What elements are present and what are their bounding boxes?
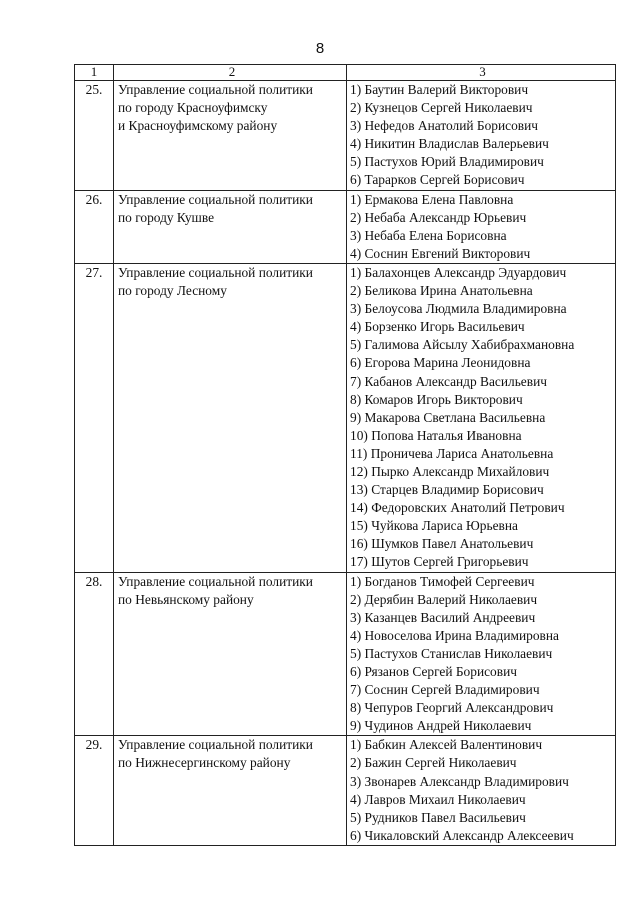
person-name: 2) Небаба Александр Юрьевич xyxy=(350,209,527,225)
organization-line: и Красноуфимскому району xyxy=(118,118,278,134)
person-name: 4) Новоселова Ирина Владимировна xyxy=(350,627,559,643)
person-name: 6) Рязанов Сергей Борисович xyxy=(350,664,517,679)
organization-line: Управление социальной политики xyxy=(118,737,313,753)
person-name: 7) Соснин Сергей Владимирович xyxy=(350,682,540,698)
person-name: 4) Борзенко Игорь Васильевич xyxy=(350,319,525,335)
person-name: 11) Проничева Лариса Анатольевна xyxy=(350,445,554,461)
person-name: 17) Шутов Сергей Григорьевич xyxy=(350,554,529,570)
row-number: 27. xyxy=(75,263,114,572)
person-name: 3) Звонарев Александр Владимирович xyxy=(350,773,569,789)
table-body xyxy=(75,65,616,846)
people-cell xyxy=(347,572,616,736)
person-name: 2) Кузнецов Сергей Николаевич xyxy=(350,100,533,116)
officials-table xyxy=(74,64,616,846)
organization-line: по городу Красноуфимску xyxy=(118,100,268,116)
person-name: 13) Старцев Владимир Борисович xyxy=(350,482,544,498)
people-cell xyxy=(347,81,616,191)
organization-cell xyxy=(114,263,347,572)
organization-line: Управление социальной политики xyxy=(118,264,313,280)
person-name: 6) Егорова Марина Леонидовна xyxy=(350,355,531,371)
organization-line: Управление социальной политики xyxy=(118,191,313,207)
row-number: 29. xyxy=(75,736,114,846)
organization-cell xyxy=(114,81,347,191)
person-name: 5) Рудников Павел Васильевич xyxy=(350,809,526,825)
person-name: 5) Галимова Айсылу Хабибрахмановна xyxy=(350,337,575,353)
person-name: 6) Чикаловский Александр Алексеевич xyxy=(350,827,574,843)
people-cell xyxy=(347,190,616,263)
person-name: 7) Кабанов Александр Васильевич xyxy=(350,373,547,389)
person-name: 1) Баутин Валерий Викторович xyxy=(350,82,529,97)
people-cell xyxy=(347,263,616,572)
person-name: 12) Пырко Александр Михайлович xyxy=(350,463,550,479)
person-name: 14) Федоровских Анатолий Петрович xyxy=(350,500,565,516)
person-name: 9) Макарова Светлана Васильевна xyxy=(350,409,546,425)
person-name: 8) Чепуров Георгий Александрович xyxy=(350,700,554,716)
organization-line: по городу Кушве xyxy=(118,209,215,225)
organization-line: по Невьянскому району xyxy=(118,591,254,607)
person-name: 1) Богданов Тимофей Сергеевич xyxy=(350,573,535,589)
row-number: 28. xyxy=(75,572,114,736)
table-row xyxy=(75,263,616,572)
person-name: 2) Бажин Сергей Николаевич xyxy=(350,755,517,771)
page-number: 8 xyxy=(315,40,325,57)
organization-line: Управление социальной политики xyxy=(118,573,313,589)
header-col-3: 3 xyxy=(347,65,616,81)
table-row xyxy=(75,736,616,846)
row-number: 25. xyxy=(75,81,114,191)
person-name: 4) Никитин Владислав Валерьевич xyxy=(350,136,549,152)
person-name: 1) Ермакова Елена Павловна xyxy=(350,191,514,207)
person-name: 3) Казанцев Василий Андреевич xyxy=(350,609,536,625)
table-row xyxy=(75,190,616,263)
person-name: 15) Чуйкова Лариса Юрьевна xyxy=(350,518,518,534)
person-name: 5) Пастухов Станислав Николаевич xyxy=(350,645,553,661)
person-name: 16) Шумков Павел Анатольевич xyxy=(350,536,534,552)
person-name: 4) Соснин Евгений Викторович xyxy=(350,245,531,261)
organization-line: по городу Лесному xyxy=(118,283,227,299)
organization-cell xyxy=(114,736,347,846)
person-name: 10) Попова Наталья Ивановна xyxy=(350,427,522,443)
table-row xyxy=(75,81,616,191)
person-name: 1) Балахонцев Александр Эдуардович xyxy=(350,264,567,280)
person-name: 8) Комаров Игорь Викторович xyxy=(350,391,523,407)
header-col-2: 2 xyxy=(114,65,347,81)
person-name: 3) Небаба Елена Борисовна xyxy=(350,227,507,243)
organization-line: по Нижнесергинскому району xyxy=(118,755,291,771)
person-name: 5) Пастухов Юрий Владимирович xyxy=(350,154,544,170)
person-name: 3) Нефедов Анатолий Борисович xyxy=(350,118,538,134)
people-cell xyxy=(347,736,616,846)
person-name: 6) Тарарков Сергей Борисович xyxy=(350,172,525,188)
organization-cell xyxy=(114,190,347,263)
organization-cell xyxy=(114,572,347,736)
person-name: 2) Дерябин Валерий Николаевич xyxy=(350,591,538,607)
header-row xyxy=(75,65,616,81)
organization-line: Управление социальной политики xyxy=(118,82,313,97)
person-name: 9) Чудинов Андрей Николаевич xyxy=(350,718,532,734)
person-name: 1) Бабкин Алексей Валентинович xyxy=(350,737,543,753)
row-number: 26. xyxy=(75,190,114,263)
person-name: 3) Белоусова Людмила Владимировна xyxy=(350,301,567,317)
person-name: 4) Лавров Михаил Николаевич xyxy=(350,791,526,807)
table-row xyxy=(75,572,616,736)
person-name: 2) Беликова Ирина Анатольевна xyxy=(350,283,533,299)
header-col-1: 1 xyxy=(75,65,114,81)
